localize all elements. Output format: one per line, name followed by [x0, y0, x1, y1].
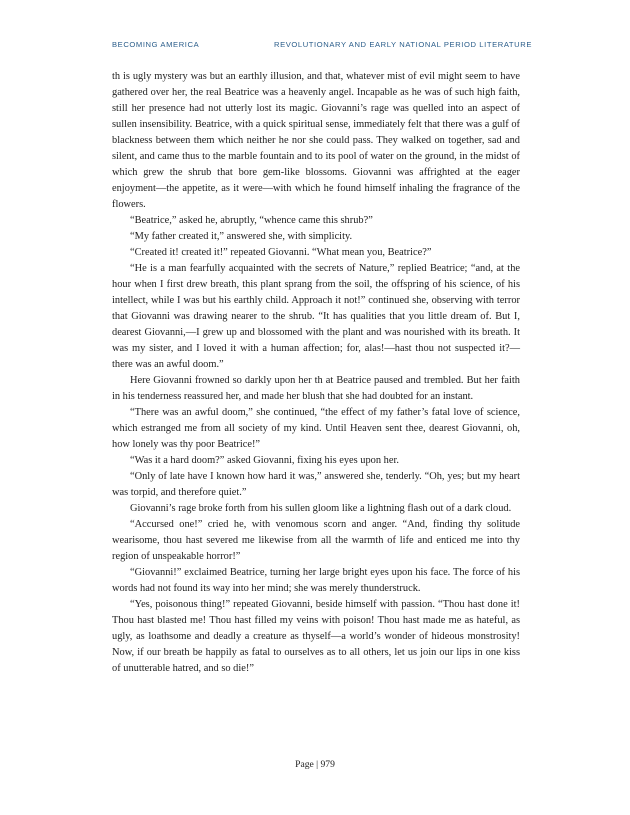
paragraph: Here Giovanni frowned so darkly upon her th at Beatrice paused and trembled. But her faith in his tenderness reassured her, and made her blush that she had doubted for an instant. — [112, 375, 520, 402]
paragraph: “Giovanni!” exclaimed Beatrice, turning her large bright eyes upon his face. The force of his words had not found its way into her mind; she was merely thunderstruck. — [112, 567, 520, 594]
header-book-title: BECOMING AMERICA — [112, 40, 200, 49]
paragraph: “Only of late have I known how hard it was,” answered she, tenderly. “Oh, yes; but my heart was torpid, and therefore quiet.” — [112, 471, 520, 498]
page-number: Page | 979 — [295, 759, 335, 770]
paragraph: “Beatrice,” asked he, abruptly, “whence came this shrub?” — [130, 215, 373, 226]
paragraph: “Accursed one!” cried he, with venomous scorn and anger. “And, finding thy solitude wearisome, thou hast severed me likewise from all the warmth of life and enticed me into thy region of unspeakable horror!” — [112, 519, 520, 562]
running-header — [112, 40, 532, 49]
paragraph: “Yes, poisonous thing!” repeated Giovanni, beside himself with passion. “Thou hast done it! Thou hast blasted me! Thou hast filled my veins with poison! Thou hast made me as hateful, as ugly, as loathsome and deadly a creature as thyself—a world’s wonder of hideous monstrosity! Now, if our breath be happily as fatal to ourselves as to all others, let us join our lips in one kiss of unutterable hatred, and so die!” — [112, 599, 520, 674]
paragraph: “He is a man fearfully acquainted with the secrets of Nature,” replied Beatrice; “and, at the hour when I first drew breath, this plant sprang from the soil, the offspring of his science, of his intellect, while I was but his earthly child. Approach it not!” continued she, observing with terror that Giovanni was drawing nearer to the shrub. “It has qualities that you little dream of. But I, dearest Giovanni,—I grew up and blossomed with the plant and was nourished with its breath. It was my sister, and I loved it with a human affection; for, alas!—hast thou not suspected it?—there was an awful doom.” — [112, 263, 520, 370]
main-text — [112, 69, 520, 677]
paragraph: “Was it a hard doom?” asked Giovanni, fixing his eyes upon her. — [130, 455, 399, 466]
paragraph: th is ugly mystery was but an earthly illusion, and that, whatever mist of evil might seem to have gathered over her, the real Beatrice was a heavenly angel. Incapable as he was of such high faith, still her presence had not utterly lost its magic. Giovanni’s rage was quelled into an aspect of sullen insensibility. Beatrice, with a quick spiritual sense, immediately felt that there was a gulf of blackness between them which neither he nor she could pass. They walked on together, sad and silent, and came thus to the marble fountain and to its pool of water on the ground, in the midst of which grew the shrub that bore gem-like blossoms. Giovanni was affrighted at the eager enjoyment—the appetite, as it were—with which he found himself inhaling the fragrance of the flowers. — [112, 71, 520, 210]
paragraph: “My father created it,” answered she, with simplicity. — [130, 231, 353, 242]
paragraph: “Created it! created it!” repeated Giovanni. “What mean you, Beatrice?” — [130, 247, 432, 258]
paragraph: Giovanni’s rage broke forth from his sullen gloom like a lightning flash out of a dark cloud. — [130, 503, 512, 514]
header-section-title: REVOLUTIONARY AND EARLY NATIONAL PERIOD LITERATURE — [273, 40, 532, 49]
paragraph: “There was an awful doom,” she continued, “the effect of my father’s fatal love of science, which estranged me from all society of my kind. Until Heaven sent thee, dearest Giovanni, oh, how lonely was thy poor Beatrice!” — [112, 407, 520, 450]
